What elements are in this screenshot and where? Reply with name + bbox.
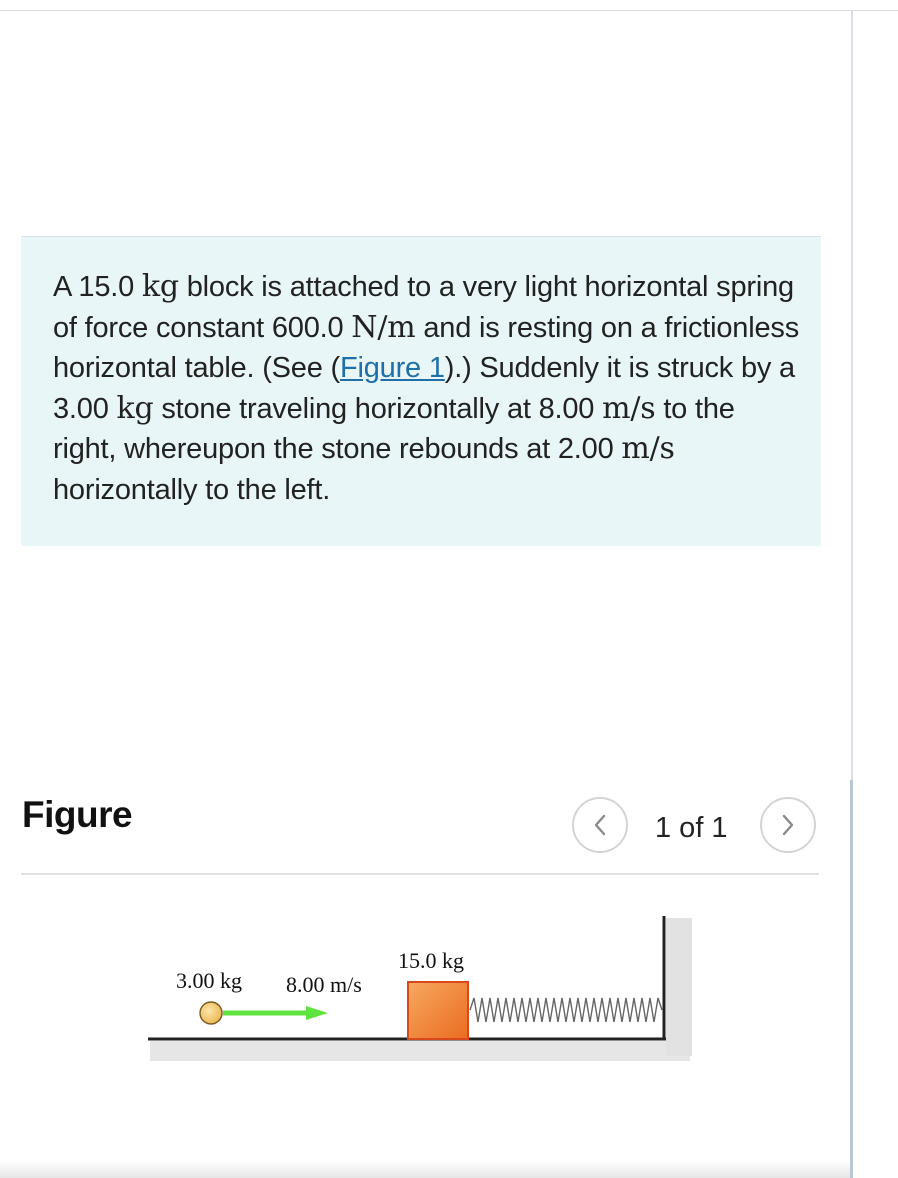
scrollbar-track[interactable]	[850, 780, 853, 1178]
previous-figure-button[interactable]	[572, 797, 628, 853]
problem-text-segment: to the right, whereupon the stone rebounds at 2.00	[53, 392, 735, 465]
block-15kg	[408, 982, 468, 1039]
unit-newton-per-meter: N/m	[351, 309, 416, 345]
top-divider	[0, 10, 898, 11]
chevron-left-icon	[592, 813, 608, 837]
floor-shadow	[150, 1041, 690, 1061]
problem-text-segment: stone traveling horizontally at 8.00	[153, 392, 603, 425]
next-figure-button[interactable]	[760, 797, 816, 853]
stone-3kg	[200, 1002, 222, 1024]
collision-diagram-svg	[140, 912, 700, 1082]
problem-text-segment: and is resting on a frictionless horizontal table. (See (	[53, 311, 799, 384]
problem-text-segment: block is attached to a very light horizontal spring of force constant 600.0	[53, 271, 794, 344]
wall-shadow	[666, 918, 692, 1056]
figure-heading: Figure	[22, 794, 133, 835]
velocity-arrow-head	[306, 1006, 328, 1020]
stone-mass-label: 3.00 kg	[176, 968, 242, 993]
chevron-right-icon	[780, 813, 796, 837]
problem-statement-panel	[21, 236, 821, 546]
figure-header-divider	[21, 873, 819, 875]
spring	[470, 998, 662, 1022]
figure-1-link[interactable]: Figure 1	[339, 352, 445, 384]
unit-meters-per-second: m/s	[602, 390, 656, 426]
stone-velocity-label: 8.00 m/s	[286, 972, 362, 997]
collision-diagram	[140, 912, 700, 1082]
problem-text-segment: ).) Suddenly it is struck by a 3.00	[53, 352, 795, 425]
unit-kg: kg	[116, 390, 154, 426]
problem-text-segment: A 15.0	[53, 271, 142, 303]
problem-text-segment: horizontally to the left.	[53, 473, 331, 506]
figure-page-indicator: 1 of 1	[655, 812, 728, 844]
problem-text	[53, 267, 803, 510]
unit-kg: kg	[141, 269, 179, 304]
block-mass-label: 15.0 kg	[398, 948, 464, 973]
bottom-fade	[0, 1160, 850, 1178]
unit-meters-per-second: m/s	[621, 431, 675, 466]
